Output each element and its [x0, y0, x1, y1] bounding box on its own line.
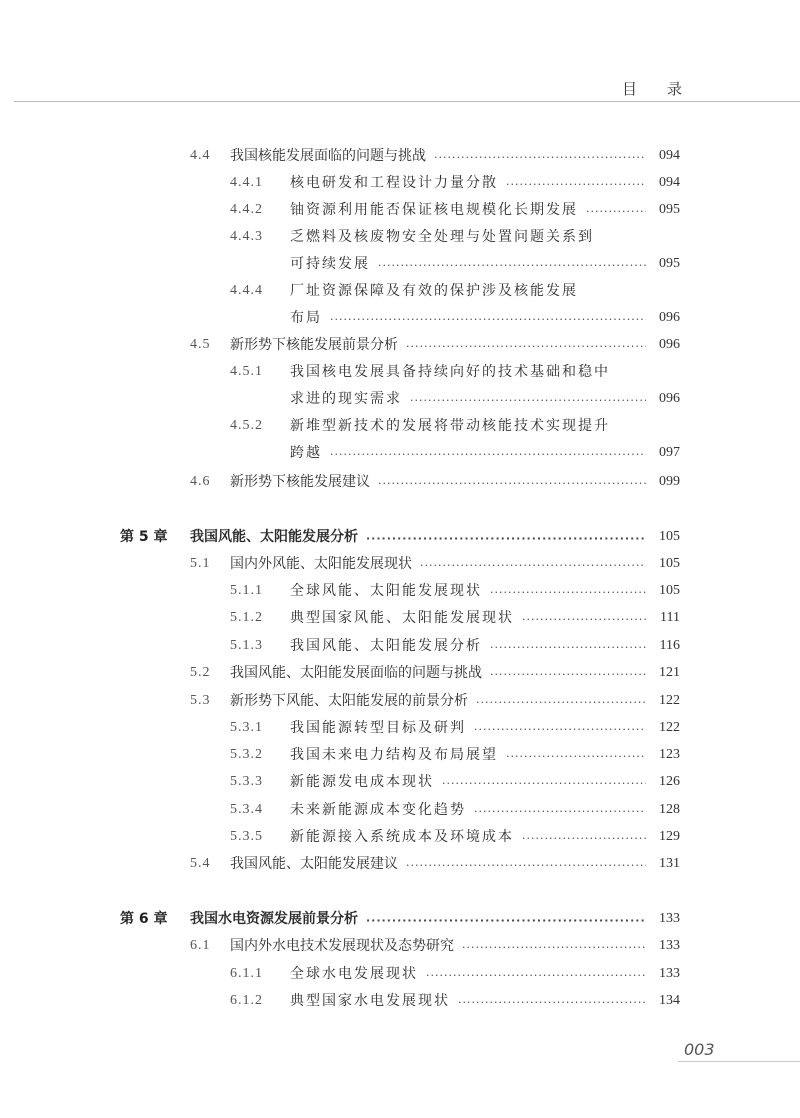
dot-leader	[490, 585, 646, 601]
section-number: 5.1.2	[230, 610, 263, 625]
section-title: 新能源发电成本现状	[290, 774, 434, 790]
page-number: 003	[684, 1040, 715, 1059]
page-ref: 122	[659, 693, 680, 708]
page-ref: 121	[659, 665, 680, 680]
dot-leader	[410, 393, 646, 409]
page-ref: 134	[659, 993, 680, 1008]
section-title-continued: 求进的现实需求	[290, 391, 402, 407]
toc-entry-line1[interactable]	[230, 275, 578, 301]
dot-leader	[506, 177, 646, 193]
chapter-title: 我国风能、太阳能发展分析	[190, 529, 358, 545]
page-ref: 105	[659, 583, 680, 598]
page-ref: 095	[659, 202, 680, 217]
section-number: 5.3.5	[230, 829, 263, 844]
section-title: 新形势下核能发展建议	[230, 474, 370, 490]
toc-entry-line1[interactable]	[230, 356, 610, 382]
page-ref: 105	[659, 556, 680, 571]
toc-entry[interactable]	[190, 548, 680, 574]
chapter-number: 第 6 章	[120, 911, 168, 927]
section-number: 5.4	[190, 856, 211, 871]
section-title: 乏燃料及核废物安全处理与处置问题关系到	[290, 229, 594, 245]
page-ref: 094	[659, 148, 680, 163]
section-number: 4.4	[190, 148, 211, 163]
toc-entry[interactable]	[190, 848, 680, 874]
toc-entry[interactable]	[230, 821, 680, 847]
section-number: 5.3.4	[230, 802, 263, 817]
dot-leader	[434, 150, 646, 166]
dot-leader	[506, 749, 646, 765]
section-title: 典型国家水电发展现状	[290, 993, 450, 1009]
dot-leader	[330, 312, 646, 328]
toc-entry[interactable]	[230, 739, 680, 765]
section-number: 4.4.4	[230, 283, 263, 298]
dot-leader	[586, 204, 646, 220]
section-title: 全球风能、太阳能发展现状	[290, 583, 482, 599]
section-title: 厂址资源保障及有效的保护涉及核能发展	[290, 283, 578, 299]
page-ref: 133	[659, 966, 680, 981]
dot-leader	[426, 968, 646, 984]
dot-leader	[378, 258, 646, 274]
section-title-continued: 布局	[290, 310, 322, 326]
page-ref: 123	[659, 747, 680, 762]
header-rule	[14, 101, 800, 102]
dot-leader	[522, 612, 646, 628]
dot-leader	[366, 913, 646, 929]
page-ref: 122	[659, 720, 680, 735]
section-number: 5.3	[190, 693, 211, 708]
toc-entry[interactable]	[230, 712, 680, 738]
section-title: 新能源接入系统成本及环境成本	[290, 829, 514, 845]
page-ref: 129	[659, 829, 680, 844]
section-title: 国内外水电技术发展现状及态势研究	[230, 938, 454, 954]
toc-entry-continuation[interactable]	[290, 383, 680, 409]
page-ref: 133	[659, 938, 680, 953]
section-number: 6.1.2	[230, 993, 263, 1008]
section-title: 国内外风能、太阳能发展现状	[230, 556, 412, 572]
section-number: 6.1.1	[230, 966, 263, 981]
section-number: 4.4.3	[230, 229, 263, 244]
toc-entry[interactable]	[230, 958, 680, 984]
section-title: 我国能源转型目标及研判	[290, 720, 466, 736]
dot-leader	[462, 940, 646, 956]
dot-leader	[474, 804, 646, 820]
toc-entry[interactable]	[230, 194, 680, 220]
section-title: 铀资源利用能否保证核电规模化长期发展	[290, 202, 578, 218]
section-title: 典型国家风能、太阳能发展现状	[290, 610, 514, 626]
page-ref: 105	[659, 529, 680, 544]
section-number: 5.3.3	[230, 774, 263, 789]
footer-rule	[678, 1061, 800, 1062]
page-ref: 116	[659, 638, 680, 653]
dot-leader	[406, 858, 646, 874]
toc-entry-continuation[interactable]	[290, 302, 680, 328]
dot-leader	[366, 531, 646, 547]
section-title: 核电研发和工程设计力量分散	[290, 175, 498, 191]
toc-entry[interactable]	[190, 466, 680, 492]
section-title: 新形势下风能、太阳能发展的前景分析	[230, 693, 468, 709]
section-number: 4.6	[190, 474, 211, 489]
toc-entry[interactable]	[230, 794, 680, 820]
section-number: 6.1	[190, 938, 211, 953]
page-ref: 096	[659, 391, 680, 406]
toc-entry[interactable]	[230, 766, 680, 792]
section-title: 我国风能、太阳能发展分析	[290, 638, 482, 654]
section-number: 5.1	[190, 556, 211, 571]
section-number: 4.4.2	[230, 202, 263, 217]
dot-leader	[458, 995, 646, 1011]
section-number: 4.4.1	[230, 175, 263, 190]
section-title: 我国核电发展具备持续向好的技术基础和稳中	[290, 364, 610, 380]
dot-leader	[474, 722, 646, 738]
section-title: 新形势下核能发展前景分析	[230, 337, 398, 353]
toc-entry[interactable]	[230, 602, 680, 628]
page-ref: 096	[659, 337, 680, 352]
toc-entry[interactable]	[190, 685, 680, 711]
toc-entry[interactable]	[230, 630, 680, 656]
dot-leader	[490, 667, 646, 683]
page-ref: 097	[659, 445, 680, 460]
section-number: 5.2	[190, 665, 211, 680]
toc-entry[interactable]	[190, 657, 680, 683]
toc-entry[interactable]	[230, 167, 680, 193]
dot-leader	[442, 776, 646, 792]
section-number: 5.1.1	[230, 583, 263, 598]
section-number: 4.5	[190, 337, 211, 352]
dot-leader	[420, 558, 646, 574]
dot-leader	[378, 476, 646, 492]
page-ref: 131	[659, 856, 680, 871]
page-ref: 095	[659, 256, 680, 271]
section-title-continued: 跨越	[290, 445, 322, 461]
toc-entry[interactable]	[230, 985, 680, 1011]
page-ref: 128	[659, 802, 680, 817]
chapter-title: 我国水电资源发展前景分析	[190, 911, 358, 927]
running-header: 目录	[622, 80, 713, 98]
section-title: 全球水电发展现状	[290, 966, 418, 982]
toc-entry[interactable]	[230, 575, 680, 601]
dot-leader	[330, 447, 646, 463]
toc-entry[interactable]	[190, 329, 680, 355]
page-ref: 094	[659, 175, 680, 190]
toc-entry[interactable]	[190, 930, 680, 956]
toc-entry[interactable]	[190, 140, 680, 166]
toc-chapter-entry[interactable]	[120, 903, 680, 929]
page-ref: 096	[659, 310, 680, 325]
page-ref: 126	[659, 774, 680, 789]
section-title: 未来新能源成本变化趋势	[290, 802, 466, 818]
section-title: 我国风能、太阳能发展面临的问题与挑战	[230, 665, 482, 681]
section-title: 我国风能、太阳能发展建议	[230, 856, 398, 872]
section-number: 5.3.1	[230, 720, 263, 735]
page-ref: 111	[660, 610, 680, 625]
toc-entry-line1[interactable]	[230, 221, 594, 247]
section-title-continued: 可持续发展	[290, 256, 370, 272]
page-ref: 133	[659, 911, 680, 926]
section-number: 5.1.3	[230, 638, 263, 653]
section-title: 我国未来电力结构及布局展望	[290, 747, 498, 763]
section-title: 新堆型新技术的发展将带动核能技术实现提升	[290, 418, 610, 434]
section-title: 我国核能发展面临的问题与挑战	[230, 148, 426, 164]
dot-leader	[522, 831, 646, 847]
toc-entry-continuation[interactable]	[290, 437, 680, 463]
toc-entry-line1[interactable]	[230, 410, 610, 436]
section-number: 4.5.1	[230, 364, 263, 379]
dot-leader	[406, 339, 646, 355]
chapter-number: 第 5 章	[120, 529, 168, 545]
toc-entry-continuation[interactable]	[290, 248, 680, 274]
dot-leader	[490, 640, 646, 656]
toc-chapter-entry[interactable]	[120, 521, 680, 547]
section-number: 4.5.2	[230, 418, 263, 433]
page-ref: 099	[659, 474, 680, 489]
section-number: 5.3.2	[230, 747, 263, 762]
dot-leader	[476, 695, 646, 711]
